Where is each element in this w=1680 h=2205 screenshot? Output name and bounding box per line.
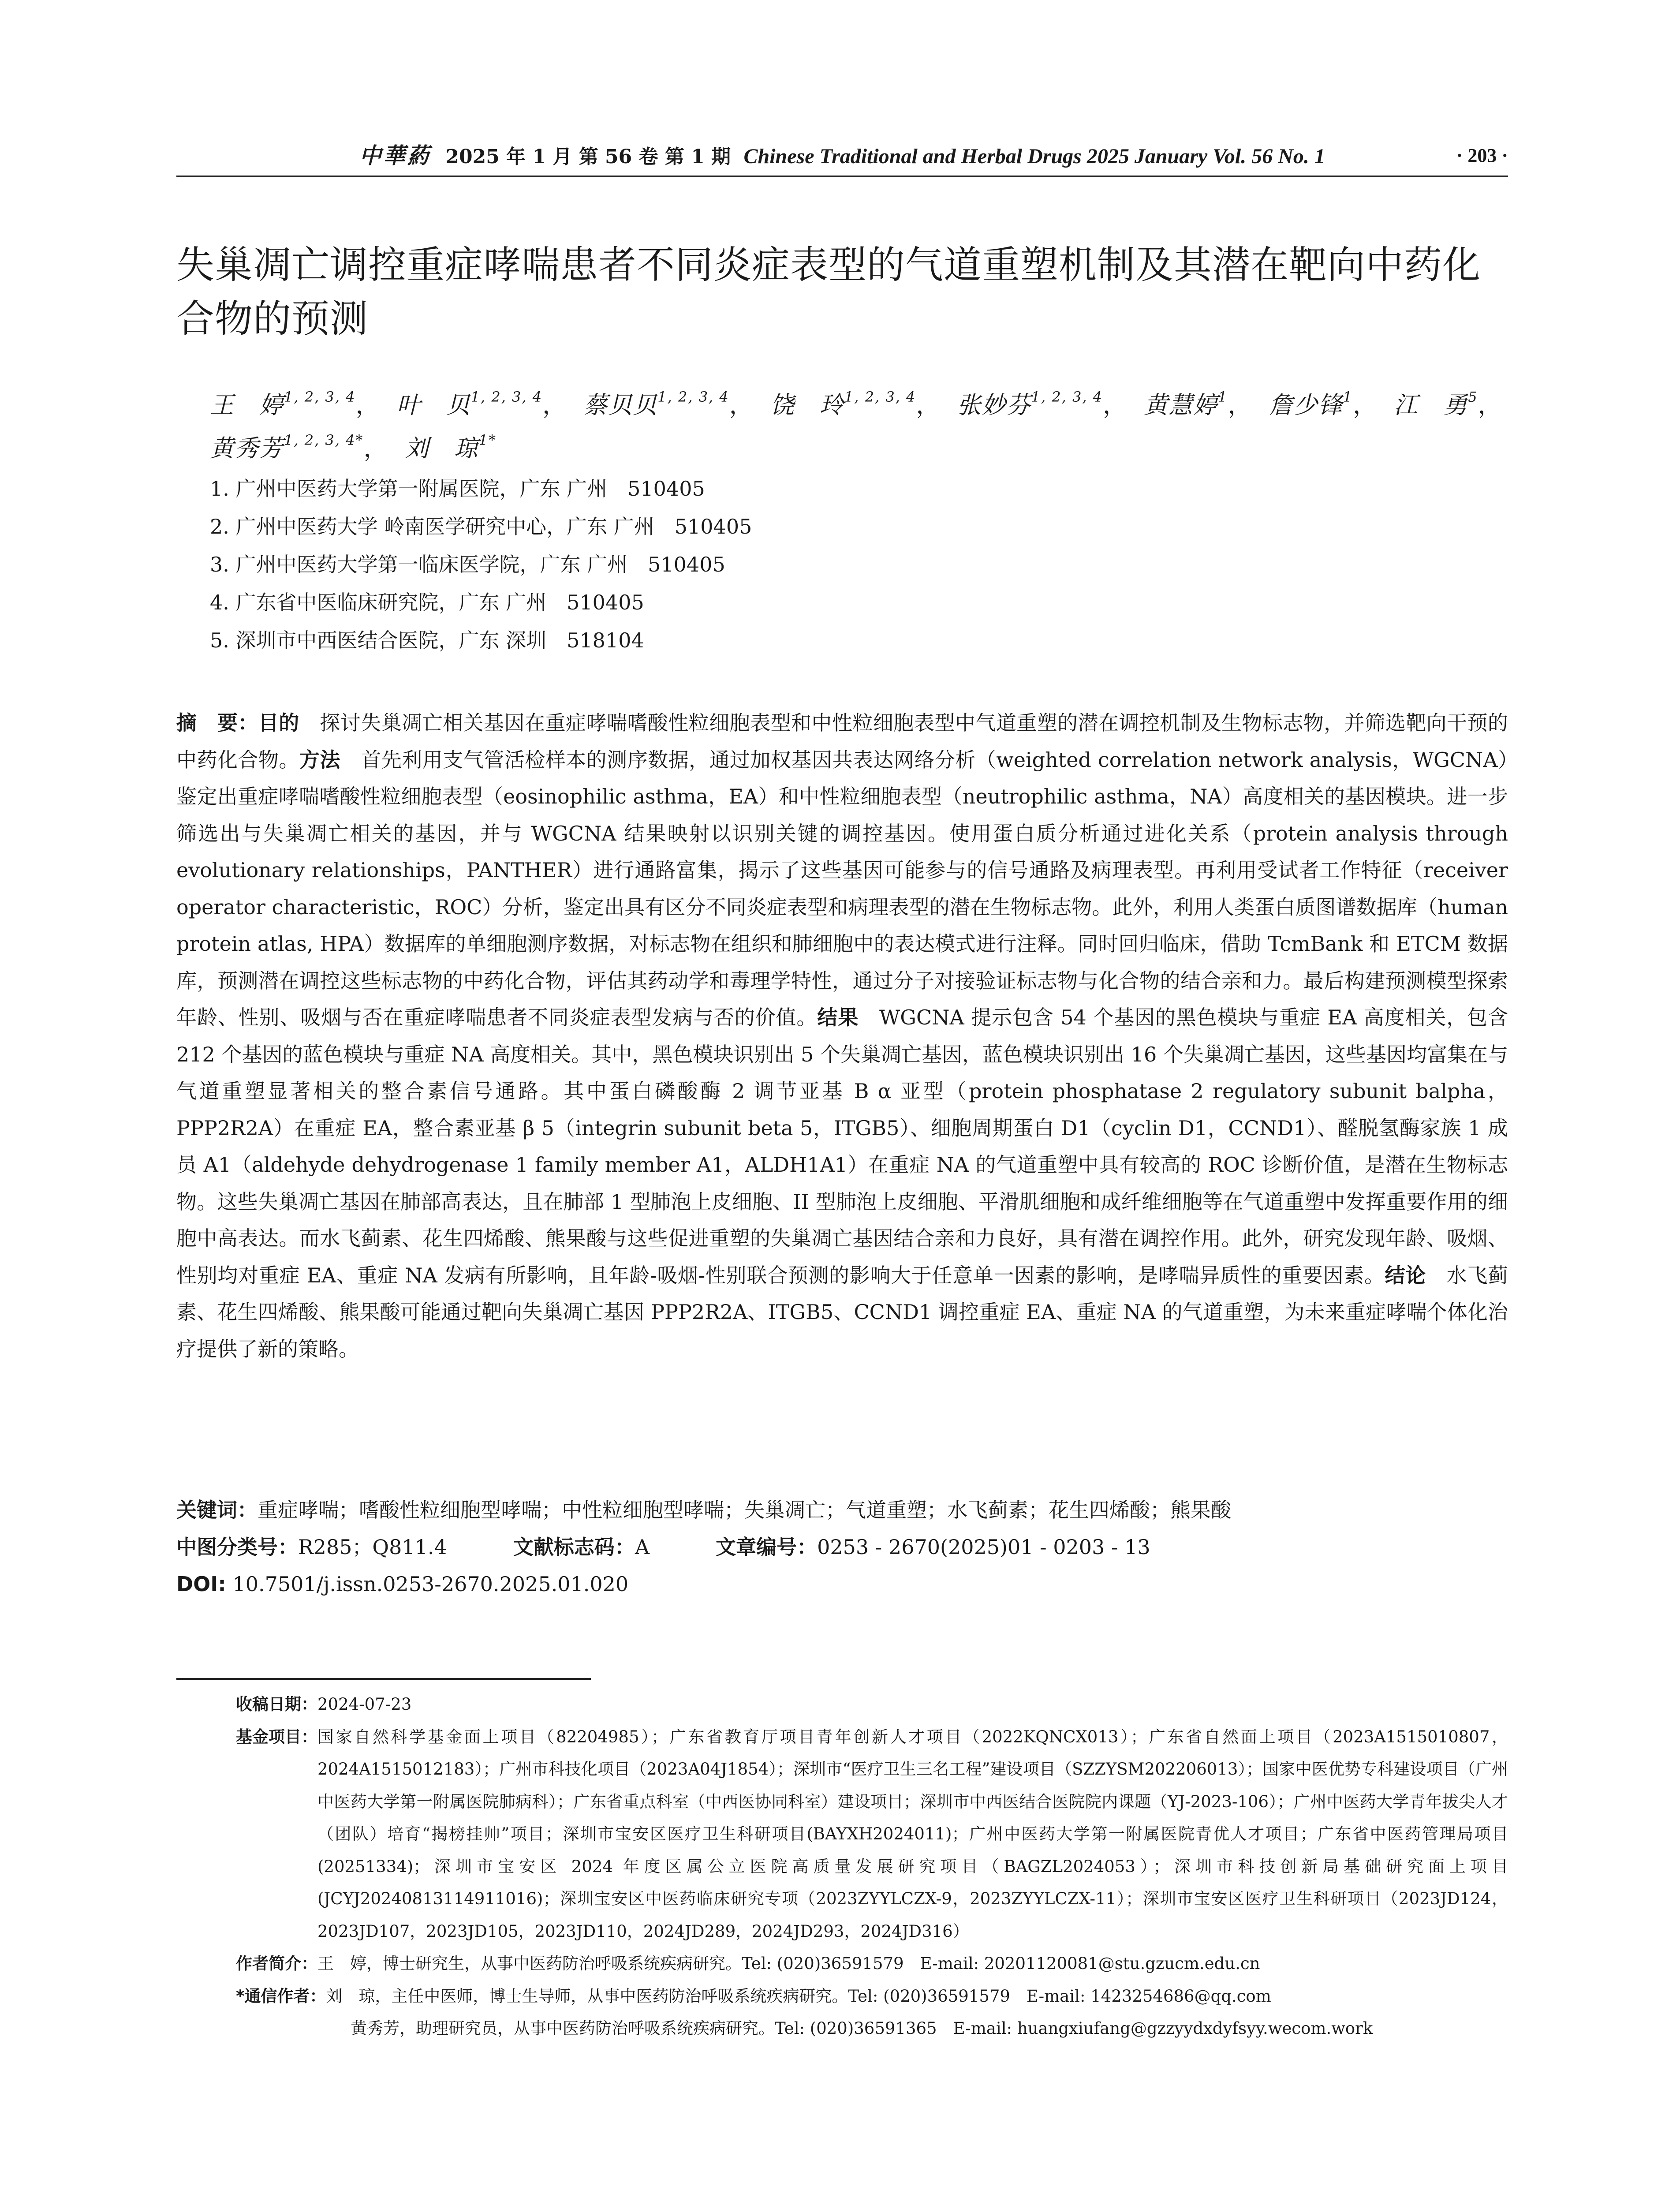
author: 王 婷$^{1, 2, 3, 4}$ <box>210 389 356 419</box>
affiliation: 3. 广州中医药大学第一临床医学院，广东 广州 510405 <box>210 553 725 576</box>
footnotes <box>236 1688 1508 2045</box>
affiliation: 1. 广州中医药大学第一附属医院，广东 广州 510405 <box>210 477 705 501</box>
clc-label: 中图分类号： <box>176 1535 298 1559</box>
methods-label: 方法 <box>299 747 340 772</box>
affiliation-list <box>210 470 1489 659</box>
author: 叶 贝$^{1, 2, 3, 4}$ <box>396 389 543 419</box>
doi-value: 10.7501/j.issn.0253-2670.2025.01.020 <box>232 1572 629 1596</box>
fund-projects: 基金项目： 国家自然科学基金面上项目（82204985）；广东省教育厅项目青年创新人才项目（2022KQNCX013）；广东省自然面上项目（2023A1515010807，2024A1515012183）；广州市科技化项目（2023A04J1854）；深圳市“医疗卫生三名工程”建设项目（SZZYSM202206013）；国家中医优势专科建设项目（广州中医药大学第一附属医院肺病科）；广东省重点科室（中西医协同科室）建设项目；深圳市中西医结合医院院内课题（YJ-2023-106）；广州中医药大学青年拔尖人才（团队）培育“揭榜挂帅”项目；深圳市宝安区医疗卫生科研项目(BAYXH2024011)；广州中医药大学第一附属医院青优人才项目；广东省中医药管理局项目(20251334)；深圳市宝安区 2024 年度区属公立医院高质量发展研究项目（BAGZL2024053）；深圳市科技创新局基础研究面上项目(JCYJ20240813114911016)；深圳宝安区中医药临床研究专项（2023ZYYLCZX-9，2023ZYYLCZX-11）；深圳市宝安区医疗卫生科研项目（2023JD124，2023JD107，2023JD105，2023JD110，2024JD289，2024JD293，2024JD316） <box>236 1727 1508 1941</box>
doi-label: DOI: <box>176 1572 226 1596</box>
results-label: 结果 <box>817 1005 859 1029</box>
running-header-text <box>176 140 1508 172</box>
running-header <box>176 140 1508 177</box>
page-number: · 203 · <box>1456 145 1508 166</box>
author: 黄慧婷$^1$ <box>1144 389 1228 419</box>
corresponding-author-2: 黄秀芳，助理研究员，从事中医药防治呼吸系统疾病研究。Tel: (020)36591365 E-mail: huangxiufang@gzzyydxdyfsyy.wecom.work <box>351 2019 1373 2038</box>
corresponding-author: *通信作者： 刘 琼，主任中医师，博士生导师，从事中医药防治呼吸系统疾病研究。Tel: (020)36591579 E-mail: 1423254686@qq.com <box>236 1986 1271 2006</box>
journal-name-en: Chinese Traditional and Herbal Drugs 2025 January Vol. 56 No. 1 <box>743 145 1325 168</box>
doi-row <box>176 1566 1508 1603</box>
doc-code-label: 文献标志码： <box>513 1535 635 1559</box>
results-text: WGCNA 提示包含 54 个基因的黑色模块与重症 EA 高度相关，包含 212 个基因的蓝色模块与重症 NA 高度相关。其中，黑色模块识别出 5 个失巢凋亡基因，蓝色模块识别出 16 个失巢凋亡基因，这些基因均富集在与气道重塑显著相关的整合素信号通路。其中蛋白磷酸酶 2 调节亚基 B α 亚型（protein phosphatase 2 regulatory subunit balpha，PPP2R2A）在重症 EA，整合素亚基 β 5（integrin subunit beta 5，ITGB5）、细胞周期蛋白 D1（cyclin D1，CCND1）、醛脱氢酶家族 1 成员 A1（aldehyde dehydrogenase 1 family member A1，ALDH1A1）在重症 NA 的气道重塑中具有较高的 ROC 诊断价值，是潜在生物标志物。这些失巢凋亡基因在肺部高表达，且在肺部 1 型肺泡上皮细胞、II 型肺泡上皮细胞、平滑肌细胞和成纤维细胞等在气道重塑中发挥重要作用的细胞中高表达。而水飞蓟素、花生四烯酸、熊果酸与这些促进重塑的失巢凋亡基因结合亲和力良好，具有潜在调控作用。此外，研究发现年龄、吸烟、性别均对重症 EA、重症 NA 发病有所影响，且年龄-吸烟-性别联合预测的影响大于任意单一因素的影响，是哮喘异质性的重要因素。 <box>176 1005 1508 1287</box>
author: 饶 玲$^{1, 2, 3, 4}$ <box>770 389 916 419</box>
author-corresponding: 刘 琼$^{1*}$ <box>404 432 497 462</box>
abstract-label: 摘 要： <box>176 711 258 735</box>
author-corresponding: 黄秀芳$^{1, 2, 3, 4*}$ <box>210 432 364 462</box>
methods-text: 首先利用支气管活检样本的测序数据，通过加权基因共表达网络分析（weighted correlation network analysis，WGCNA）鉴定出重症哮喘嗜酸性粒细胞表型（eosinophilic asthma，EA）和中性粒细胞表型（neutrophilic asthma，NA）高度相关的基因模块。进一步筛选出与失巢凋亡相关的基因，并与 WGCNA 结果映射以识别关键的调控基因。使用蛋白质分析通过进化关系（protein analysis through evolutionary relationships，PANTHER）进行通路富集，揭示了这些基因可能参与的信号通路及病理表型。再利用受试者工作特征（receiver operator characteristic，ROC）分析，鉴定出具有区分不同炎症表型和病理表型的潜在生物标志物。此外，利用人类蛋白质图谱数据库（human protein atlas, HPA）数据库的单细胞测序数据，对标志物在组织和肺细胞中的表达模式进行注释。同时回归临床，借助 TcmBank 和 ETCM 数据库，预测潜在调控这些标志物的中药化合物，评估其药动学和毒理学特性，通过分子对接验证标志物与化合物的结合亲和力。最后构建预测模型探索年龄、性别、吸烟与否在重症哮喘患者不同炎症表型发病与否的价值。 <box>176 747 1508 1029</box>
issue-info-cn: 2025 年 1 月 第 56 卷 第 1 期 <box>445 146 731 168</box>
received-date: 收稿日期： 2024-07-23 <box>236 1695 412 1714</box>
article-title: 失巢凋亡调控重症哮喘患者不同炎症表型的气道重塑机制及其潜在靶向中药化合物的预测 <box>176 243 1481 341</box>
doc-code-value: A <box>635 1535 650 1559</box>
article-number-value: 0253 - 2670(2025)01 - 0203 - 13 <box>817 1535 1150 1559</box>
author: 蔡贝贝$^{1, 2, 3, 4}$ <box>583 389 729 419</box>
author: 张妙芬$^{1, 2, 3, 4}$ <box>957 389 1103 419</box>
objective-text: 探讨失巢凋亡相关基因在重症哮喘嗜酸性粒细胞表型和中性粒细胞表型中气道重塑的潜在调控机制及生物标志物，并筛选靶向干预的中药化合物。 <box>176 711 1508 772</box>
keywords-value: 重症哮喘；嗜酸性粒细胞型哮喘；中性粒细胞型哮喘；失巢凋亡；气道重塑；水飞蓟素；花生四烯酸；熊果酸 <box>258 1498 1231 1522</box>
author: 江 勇$^5$ <box>1394 389 1478 419</box>
objective-label: 目的 <box>258 711 299 735</box>
affiliation: 5. 深圳市中西医结合医院，广东 深圳 518104 <box>210 628 644 652</box>
keywords-label: 关键词： <box>176 1498 258 1522</box>
keywords <box>176 1491 1508 1529</box>
classification-row <box>176 1529 1508 1566</box>
footnote-divider <box>176 1678 591 1680</box>
affiliation: 2. 广州中医药大学 岭南医学研究中心，广东 广州 510405 <box>210 515 752 538</box>
journal-logo: 中華葯 <box>359 142 431 168</box>
conclusion-label: 结论 <box>1385 1263 1426 1287</box>
clc-value: R285；Q811.4 <box>298 1535 447 1559</box>
abstract <box>176 705 1508 1368</box>
article-metadata <box>176 1491 1508 1603</box>
conclusion-text: 水飞蓟素、花生四烯酸、熊果酸可能通过靶向失巢凋亡基因 PPP2R2A、ITGB5、CCND1 调控重症 EA、重症 NA 的气道重塑，为未来重症哮喘个体化治疗提供了新的策略。 <box>176 1263 1508 1361</box>
author: 詹少锋$^1$ <box>1269 389 1353 419</box>
author-bio: 作者简介： 王 婷，博士研究生，从事中医药防治呼吸系统疾病研究。Tel: (020)36591579 E-mail: 20201120081@stu.gzucm.edu.cn <box>236 1954 1260 1973</box>
author-list: 王 婷$^{1, 2, 3, 4}$， 叶 贝$^{1, 2, 3, 4}$， 蔡贝贝$^{1, 2, 3, 4}$， 饶 玲$^{1, 2, 3, 4}$， 张妙芬$^{1, 2, 3, 4}$， 黄慧婷$^1$， 詹少锋$^1$， 江 勇$^5$， 黄秀芳$^{1, 2, 3, 4*}$， 刘 琼$^{1*}$ <box>210 389 1503 462</box>
article-number-label: 文章编号： <box>716 1535 818 1559</box>
affiliation: 4. 广东省中医临床研究院，广东 广州 510405 <box>210 590 644 614</box>
